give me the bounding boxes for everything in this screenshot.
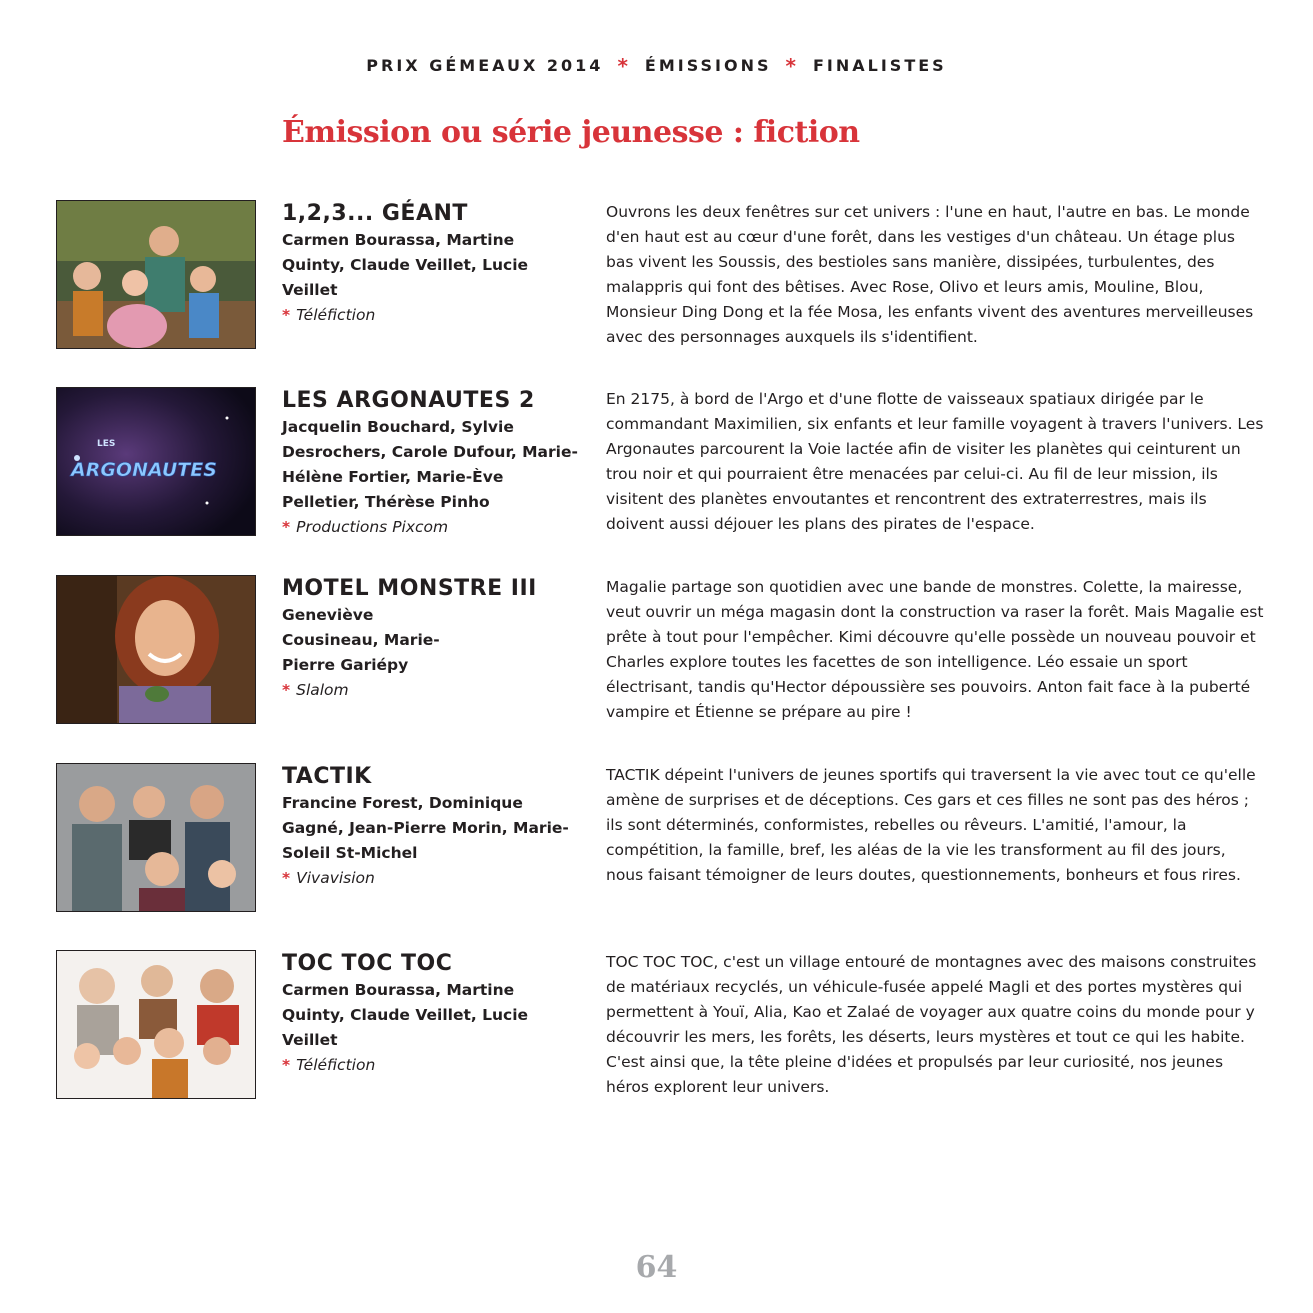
show-title: MOTEL MONSTRE III — [282, 576, 537, 601]
show-title: TACTIK — [282, 764, 372, 789]
producer-name: Slalom — [296, 681, 349, 699]
header-prize: PRIX GÉMEAUX 2014 — [366, 56, 604, 75]
producer-name: Vivavision — [296, 869, 375, 887]
show-credits: Jacquelin Bouchard, Sylvie Desrochers, Carole Dufour, Marie-Hélène Fortier, Marie-Ève Pelletier, Thérèse Pinho — [282, 418, 578, 511]
show-producer — [282, 866, 582, 891]
show-photo — [56, 200, 256, 349]
page-number: 64 — [635, 1250, 678, 1285]
show-description: Magalie partage son quotidien avec une bande de monstres. Colette, la mairesse, veut ouvrir un méga magasin dont la construction va raser la forêt. Mais Magalie est prête à tout pour l'empêcher. Kimi découvre qu'elle possède un nouveau pouvoir et Charles explore toutes les facettes de son intelligence. Léo essaie un sport électrisant, tandis qu'Hector dépoussière ses pouvoirs. Anton fait face à la puberté vampire et Étienne se prépare au pire ! — [606, 578, 1264, 721]
bullet-star: * — [282, 681, 291, 699]
show-logo-image — [56, 387, 256, 536]
show-title: 1,2,3... GÉANT — [282, 201, 468, 226]
show-title: TOC TOC TOC — [282, 951, 453, 976]
show-description: Ouvrons les deux fenêtres sur cet univers : l'une en haut, l'autre en bas. Le monde d'en haut est au cœur d'une forêt, dans les vestiges d'un château. Un étage plus bas vivent les Soussis, des bestioles sans manière, dissipées, turbulentes, des malappris qui font des bêtises. Avec Rose, Olivo et leurs amis, Mouline, Blou, Monsieur Ding Dong et la fée Mosa, les enfants vivent des aventures merveilleuses avec des personnages auxquels ils s'identifient. — [606, 203, 1254, 346]
show-photo — [56, 575, 256, 724]
show-description: TOC TOC TOC, c'est un village entouré de montagnes avec des maisons construites de matériaux recyclés, un véhicule-fusée appelé Magli et des portes mystères qui permettent à Youï, Alia, Kao et Zalaé de voyager aux quatre coins du monde pour y découvrir les mers, les forêts, les déserts, leurs mystères et tout ce qui les habite. C'est ainsi que, la tête pleine d'idées et propulsés par leur curiosité, nos jeunes héros explorent leur univers. — [606, 953, 1257, 1096]
bullet-star: * — [282, 1056, 291, 1074]
show-producer — [282, 1053, 582, 1078]
running-header — [0, 54, 1313, 78]
producer-name: Téléfiction — [296, 1056, 376, 1074]
bullet-star: * — [282, 306, 291, 324]
show-description: TACTIK dépeint l'univers de jeunes sportifs qui traversent la vie avec tout ce qu'elle amène de surprises et de déceptions. Ces gars et ces filles ne sont pas des héros ; ils sont déterminés, conformistes, rebelles ou rêveurs. L'amitié, l'amour, la compétition, la famille, bref, les aléas de la vie les transforment au fil des jours, nous faisant témoigner de leurs doutes, questionnements, bonheurs et fous rires. — [606, 766, 1256, 884]
show-photo — [56, 763, 256, 912]
header-category: ÉMISSIONS — [644, 56, 772, 75]
show-description: En 2175, à bord de l'Argo et d'une flotte de vaisseaux spatiaux dirigée par le commandant Maximilien, six enfants et leur famille voyagent à travers l'univers. Les Argonautes parcourent la Voie lactée afin de visiter les planètes qui ceinturent un trou noir et qui pourraient être menacées par celui-ci. Au fil de leur mission, ils visitent des planètes envoutantes et rencontrent des extraterrestres, mais ils doivent aussi déjouer les plans des pirates de l'espace. — [606, 390, 1264, 533]
show-credits: Geneviève Cousineau, Marie-Pierre Gariépy — [282, 606, 440, 674]
producer-name: Productions Pixcom — [296, 518, 449, 536]
show-producer — [282, 678, 582, 703]
show-producer — [282, 515, 582, 540]
section-title: Émission ou série jeunesse : fiction — [282, 115, 860, 150]
producer-name: Téléfiction — [296, 306, 376, 324]
bullet-star: * — [282, 518, 291, 536]
logo-small-text: LES — [97, 439, 116, 449]
header-status: FINALISTES — [812, 56, 947, 75]
show-credits: Carmen Bourassa, Martine Quinty, Claude Veillet, Lucie Veillet — [282, 231, 529, 299]
header-star-separator: * — [617, 54, 631, 78]
show-photo — [56, 950, 256, 1099]
header-star-separator: * — [785, 54, 799, 78]
bullet-star: * — [282, 869, 291, 887]
show-title: LES ARGONAUTES 2 — [282, 388, 535, 413]
show-producer — [282, 303, 582, 328]
show-credits: Carmen Bourassa, Martine Quinty, Claude Veillet, Lucie Veillet — [282, 981, 529, 1049]
show-credits: Francine Forest, Dominique Gagné, Jean-Pierre Morin, Marie-Soleil St-Michel — [282, 794, 569, 862]
logo-text: ARGONAUTES — [71, 459, 217, 481]
